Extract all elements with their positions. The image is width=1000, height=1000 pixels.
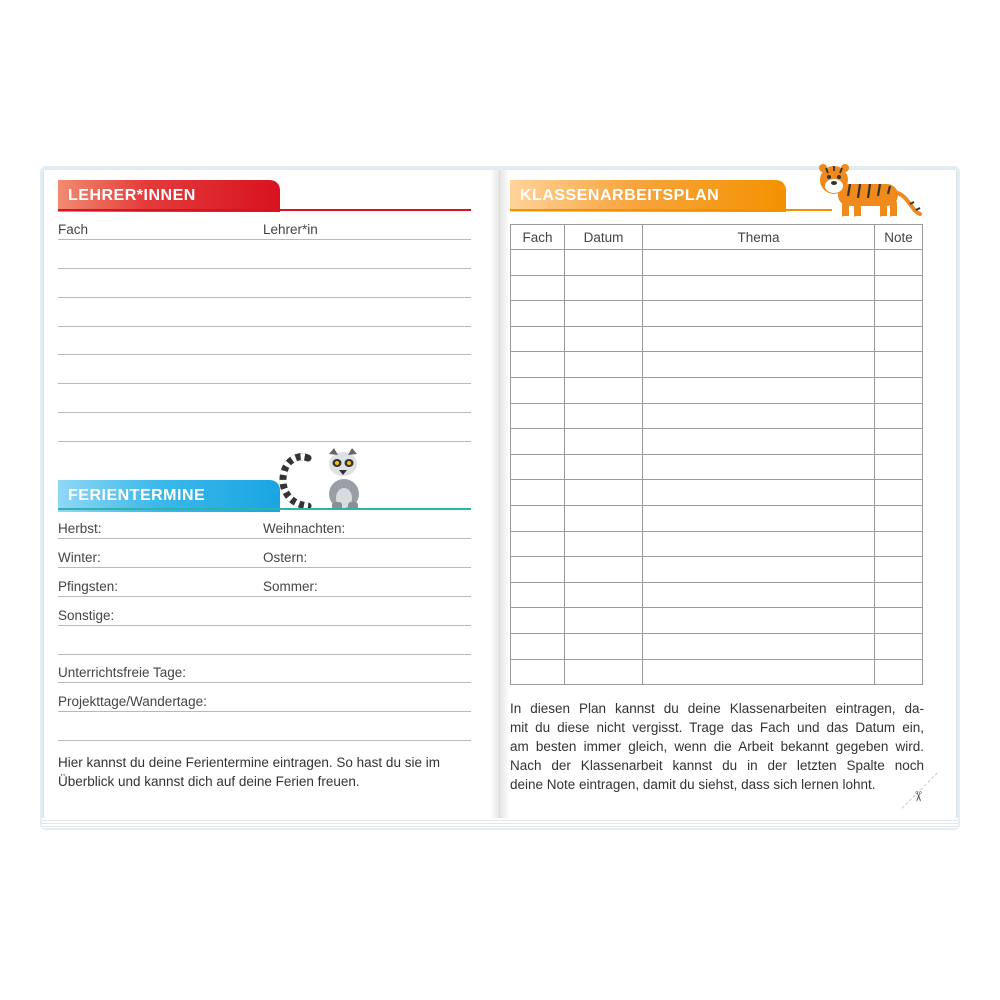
holiday-write-line[interactable] — [58, 740, 471, 741]
exam-plan-cell-subject[interactable] — [511, 403, 565, 429]
exam-plan-cell-topic[interactable] — [643, 275, 875, 301]
exam-plan-cell-subject[interactable] — [511, 480, 565, 506]
exam-plan-row — [511, 659, 923, 685]
holiday-write-line[interactable] — [58, 625, 471, 626]
exam-plan-instructions-line: am besten immer gleich, wenn die Arbeit bekannt gegeben wird. — [510, 739, 924, 754]
exam-plan-cell-grade[interactable] — [875, 557, 923, 583]
exam-plan-cell-grade[interactable] — [875, 505, 923, 531]
exam-plan-row — [511, 403, 923, 429]
exam-plan-row — [511, 301, 923, 327]
exam-plan-row — [511, 326, 923, 352]
book-gutter — [490, 170, 510, 820]
holidays-instructions-line: Hier kannst du deine Ferientermine eintragen. So hast du sie im — [58, 755, 440, 770]
exam-plan-cell-date[interactable] — [565, 352, 643, 378]
exam-plan-row — [511, 429, 923, 455]
tiger-illustration — [812, 164, 924, 224]
exam-plan-cell-grade[interactable] — [875, 377, 923, 403]
exam-plan-cell-grade[interactable] — [875, 352, 923, 378]
exam-plan-cell-date[interactable] — [565, 608, 643, 634]
exam-plan-row — [511, 480, 923, 506]
exam-plan-row — [511, 557, 923, 583]
exam-plan-row — [511, 454, 923, 480]
exam-plan-cell-grade[interactable] — [875, 454, 923, 480]
exam-plan-cell-grade[interactable] — [875, 403, 923, 429]
exam-plan-col-subject: Fach — [511, 225, 565, 250]
teachers-write-line[interactable] — [58, 412, 471, 413]
label-autumn: Herbst: — [58, 521, 102, 536]
holiday-write-line[interactable] — [58, 538, 471, 539]
teachers-title-rule — [58, 209, 471, 211]
exam-plan-cell-date[interactable] — [565, 250, 643, 276]
exam-plan-instructions — [510, 699, 924, 794]
exam-plan-cell-date[interactable] — [565, 403, 643, 429]
exam-plan-cell-subject[interactable] — [511, 505, 565, 531]
exam-plan-cell-subject[interactable] — [511, 352, 565, 378]
holiday-write-line[interactable] — [58, 596, 471, 597]
exam-plan-cell-date[interactable] — [565, 531, 643, 557]
exam-plan-cell-grade[interactable] — [875, 633, 923, 659]
exam-plan-cell-date[interactable] — [565, 557, 643, 583]
exam-plan-col-date: Datum — [565, 225, 643, 250]
exam-plan-cell-grade[interactable] — [875, 250, 923, 276]
exam-plan-cell-subject[interactable] — [511, 608, 565, 634]
exam-plan-cell-grade[interactable] — [875, 608, 923, 634]
holidays-section-title: FERIENTERMINE — [58, 480, 280, 512]
teachers-write-line[interactable] — [58, 326, 471, 327]
exam-plan-cell-topic[interactable] — [643, 480, 875, 506]
exam-plan-cell-date[interactable] — [565, 480, 643, 506]
exam-plan-table — [510, 224, 923, 685]
label-winter: Winter: — [58, 550, 101, 565]
exam-plan-cell-topic[interactable] — [643, 326, 875, 352]
exam-plan-cell-subject[interactable] — [511, 301, 565, 327]
exam-plan-cell-grade[interactable] — [875, 582, 923, 608]
exam-plan-cell-subject[interactable] — [511, 429, 565, 455]
teachers-write-line[interactable] — [58, 268, 471, 269]
exam-plan-cell-subject[interactable] — [511, 250, 565, 276]
holidays-title-rule — [58, 508, 471, 510]
exam-plan-cell-grade[interactable] — [875, 659, 923, 685]
exam-plan-cell-topic[interactable] — [643, 403, 875, 429]
label-pentecost: Pfingsten: — [58, 579, 119, 594]
exam-plan-cell-topic[interactable] — [643, 608, 875, 634]
exam-plan-row — [511, 250, 923, 276]
holidays-instructions-line: Überblick und kannst dich auf deine Ferien freuen. — [58, 774, 360, 789]
exam-plan-section-title: KLASSENARBEITSPLAN — [510, 180, 786, 212]
exam-plan-cell-topic[interactable] — [643, 301, 875, 327]
teachers-write-line[interactable] — [58, 239, 471, 240]
label-christmas: Weihnachten: — [263, 521, 346, 536]
exam-plan-col-topic: Thema — [643, 225, 875, 250]
exam-plan-cell-topic[interactable] — [643, 454, 875, 480]
exam-plan-instructions-line: Nach der Klassenarbeit kannst du in der letzten Spalte noch — [510, 758, 924, 773]
exam-plan-cell-subject[interactable] — [511, 633, 565, 659]
exam-plan-row — [511, 582, 923, 608]
exam-plan-title-rule — [510, 209, 832, 211]
teachers-col-subject: Fach — [58, 222, 89, 237]
exam-plan-cell-date[interactable] — [565, 301, 643, 327]
exam-plan-header-row — [511, 225, 923, 250]
exam-plan-cell-date[interactable] — [565, 505, 643, 531]
exam-plan-cell-date[interactable] — [565, 377, 643, 403]
exam-plan-cell-topic[interactable] — [643, 582, 875, 608]
exam-plan-cell-subject[interactable] — [511, 377, 565, 403]
label-other: Sonstige: — [58, 608, 115, 623]
exam-plan-cell-subject[interactable] — [511, 557, 565, 583]
holiday-write-line[interactable] — [58, 711, 471, 712]
scissors-icon: ✂ — [910, 790, 927, 803]
holiday-write-line[interactable] — [58, 567, 471, 568]
exam-plan-cell-subject[interactable] — [511, 326, 565, 352]
teachers-write-line[interactable] — [58, 297, 471, 298]
exam-plan-cell-subject[interactable] — [511, 454, 565, 480]
exam-plan-cell-topic[interactable] — [643, 531, 875, 557]
lemur-illustration — [278, 444, 368, 512]
exam-plan-cell-topic[interactable] — [643, 633, 875, 659]
holiday-write-line[interactable] — [58, 654, 471, 655]
holidays-instructions — [58, 753, 478, 791]
exam-plan-cell-subject[interactable] — [511, 275, 565, 301]
exam-plan-cell-date[interactable] — [565, 454, 643, 480]
exam-plan-cell-topic[interactable] — [643, 557, 875, 583]
exam-plan-cell-topic[interactable] — [643, 250, 875, 276]
exam-plan-cell-grade[interactable] — [875, 326, 923, 352]
exam-plan-instructions-line: In diesen Plan kannst du deine Klassenarbeiten eintragen, da- — [510, 701, 924, 716]
exam-plan-cell-subject[interactable] — [511, 582, 565, 608]
exam-plan-row — [511, 608, 923, 634]
teachers-write-line[interactable] — [58, 441, 471, 442]
exam-plan-instructions-line: mit du diese nicht vergisst. Trage das Fach und das Datum ein, — [510, 720, 924, 735]
exam-plan-cell-topic[interactable] — [643, 429, 875, 455]
exam-plan-row — [511, 377, 923, 403]
page-edges — [42, 818, 958, 828]
label-project-days: Projekttage/Wandertage: — [58, 694, 207, 709]
label-easter: Ostern: — [263, 550, 308, 565]
teachers-col-teacher: Lehrer*in — [263, 222, 318, 237]
exam-plan-cell-grade[interactable] — [875, 429, 923, 455]
exam-plan-row — [511, 633, 923, 659]
exam-plan-cell-grade[interactable] — [875, 301, 923, 327]
teachers-write-line[interactable] — [58, 354, 471, 355]
exam-plan-cell-subject[interactable] — [511, 531, 565, 557]
label-school-free-days: Unterrichtsfreie Tage: — [58, 665, 187, 680]
exam-plan-cell-date[interactable] — [565, 582, 643, 608]
teachers-section-title: LEHRER*INNEN — [58, 180, 280, 212]
exam-plan-cell-date[interactable] — [565, 326, 643, 352]
exam-plan-cell-topic[interactable] — [643, 352, 875, 378]
exam-plan-col-grade: Note — [875, 225, 923, 250]
exam-plan-row — [511, 505, 923, 531]
exam-plan-cell-date[interactable] — [565, 659, 643, 685]
exam-plan-cell-grade[interactable] — [875, 531, 923, 557]
exam-plan-cell-topic[interactable] — [643, 505, 875, 531]
exam-plan-cell-grade[interactable] — [875, 275, 923, 301]
exam-plan-row — [511, 531, 923, 557]
exam-plan-cell-subject[interactable] — [511, 659, 565, 685]
label-summer: Sommer: — [263, 579, 318, 594]
exam-plan-row — [511, 275, 923, 301]
exam-plan-instructions-line: deine Note eintragen, damit du siehst, dass sich lernen lohnt. — [510, 777, 876, 792]
exam-plan-cell-grade[interactable] — [875, 480, 923, 506]
exam-plan-cell-date[interactable] — [565, 633, 643, 659]
exam-plan-cell-topic[interactable] — [643, 377, 875, 403]
exam-plan-cell-date[interactable] — [565, 429, 643, 455]
holiday-write-line[interactable] — [58, 682, 471, 683]
exam-plan-row — [511, 352, 923, 378]
teachers-write-line[interactable] — [58, 383, 471, 384]
exam-plan-cell-topic[interactable] — [643, 659, 875, 685]
exam-plan-cell-date[interactable] — [565, 275, 643, 301]
